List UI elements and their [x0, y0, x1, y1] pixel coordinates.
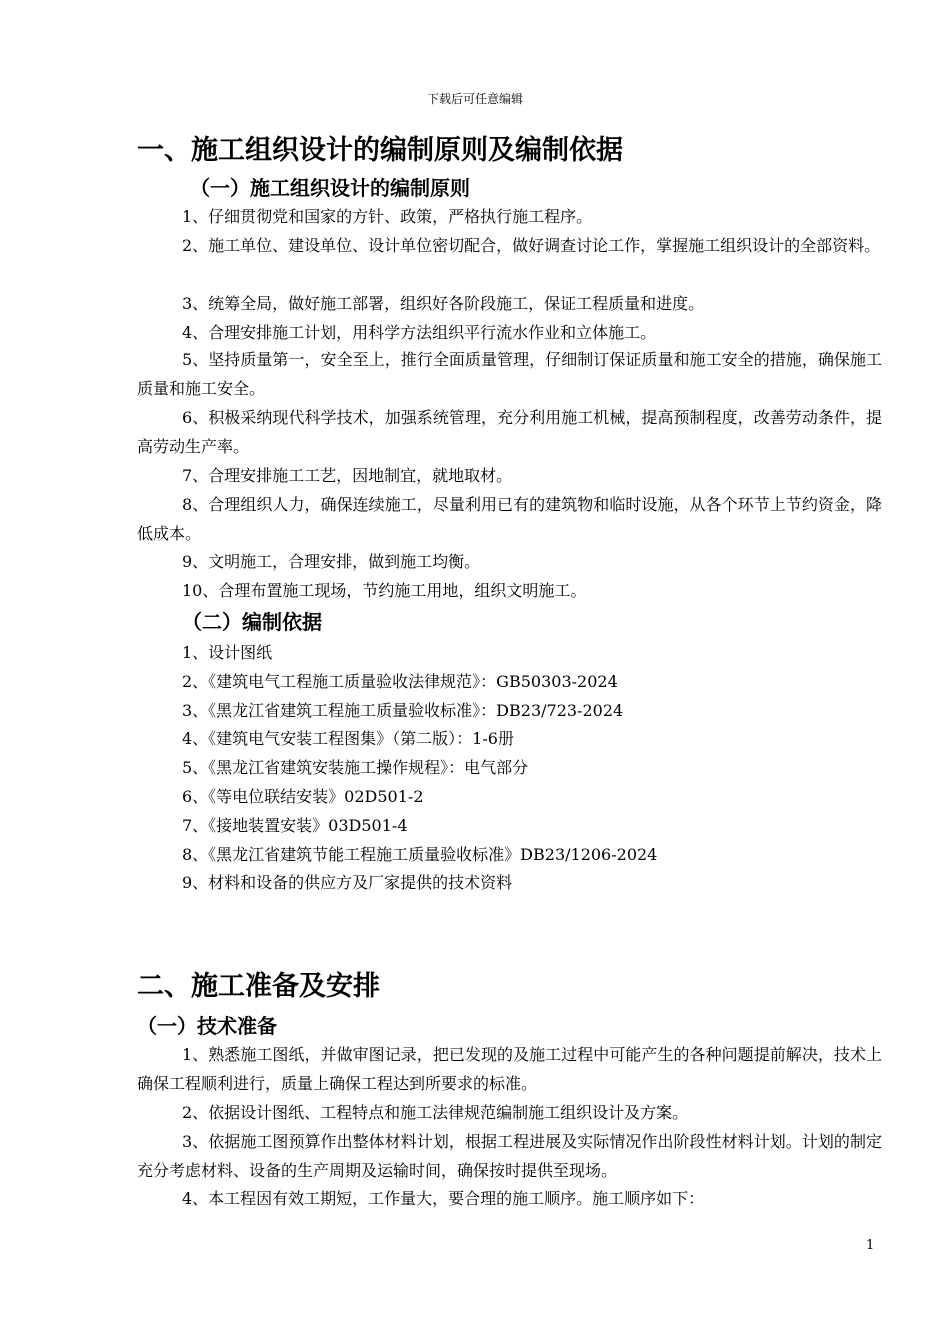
basis-item-5: 5、《黑龙江省建筑安装施工操作规程》：电气部分	[182, 758, 529, 777]
principle-item-10: 10、合理布置施工现场，节约施工用地，组织文明施工。	[182, 581, 587, 600]
principle-item-4: 4、合理安排施工计划，用科学方法组织平行流水作业和立体施工。	[182, 323, 657, 342]
basis-item-9: 9、材料和设备的供应方及厂家提供的技术资料	[182, 873, 513, 892]
principle-item-5: 5、坚持质量第一，安全至上，推行全面质量管理，仔细制订保证质量和施工安全的措施，确保施工质量和施工安全。	[137, 350, 882, 398]
basis-item-4: 4、《建筑电气安装工程图集》（第二版）：1-6册	[182, 729, 514, 748]
basis-item-3: 3、《黑龙江省建筑工程施工质量验收标准》：DB23/723-2024	[182, 701, 624, 720]
principle-item-6: 6、积极采纳现代科学技术，加强系统管理，充分利用施工机械，提高预制程度，改善劳动条件，提高劳动生产率。	[137, 408, 882, 456]
basis-item-2: 2、《建筑电气工程施工质量验收法律规范》：GB50303-2024	[182, 672, 618, 691]
principle-item-1: 1、仔细贯彻党和国家的方针、政策，严格执行施工程序。	[182, 207, 593, 226]
tech-item-3: 3、依据施工图预算作出整体材料计划，根据工程进展及实际情况作出阶段性材料计划。计划的制定充分考虑材料、设备的生产周期及运输时间，确保按时提供至现场。	[137, 1132, 882, 1180]
principle-item-9: 9、文明施工，合理安排，做到施工均衡。	[182, 552, 481, 571]
section2-sub1-title: （一）技术准备	[137, 1014, 277, 1038]
principle-item-3: 3、统筹全局，做好施工部署，组织好各阶段施工，保证工程质量和进度。	[182, 294, 705, 313]
principle-item-8: 8、合理组织人力，确保连续施工，尽量利用已有的建筑物和临时设施，从各个环节上节约资金，降低成本。	[137, 495, 882, 543]
section1-sub1-title: （一）施工组织设计的编制原则	[190, 176, 470, 200]
page-header: 下载后可任意编辑	[426, 92, 523, 106]
basis-item-6: 6、《等电位联结安装》02D501-2	[182, 787, 424, 806]
tech-item-2: 2、依据设计图纸、工程特点和施工法律规范编制施工组织设计及方案。	[182, 1103, 689, 1122]
section1-title: 一、施工组织设计的编制原则及编制依据	[137, 135, 623, 166]
section1-sub2-title: （二）编制依据	[182, 610, 322, 634]
tech-item-1: 1、熟悉施工图纸，并做审图记录，把已发现的及施工过程中可能产生的各种问题提前解决，技术上确保工程顺利进行，质量上确保工程达到所要求的标准。	[137, 1045, 882, 1093]
tech-item-4: 4、本工程因有效工期短，工作量大，要合理的施工顺序。施工顺序如下：	[182, 1189, 705, 1208]
basis-item-7: 7、《接地装置安装》03D501-4	[182, 816, 408, 835]
section2-title: 二、施工准备及安排	[137, 971, 380, 1002]
basis-item-1: 1、设计图纸	[182, 643, 273, 662]
principle-item-2: 2、施工单位、建设单位、设计单位密切配合，做好调查讨论工作，掌握施工组织设计的全部资料。	[182, 236, 881, 255]
page-number: 1	[866, 1238, 875, 1253]
principle-item-7: 7、合理安排施工工艺，因地制宜，就地取材。	[182, 466, 513, 485]
basis-item-8: 8、《黑龙江省建筑节能工程施工质量验收标准》DB23/1206-2024	[182, 845, 658, 864]
